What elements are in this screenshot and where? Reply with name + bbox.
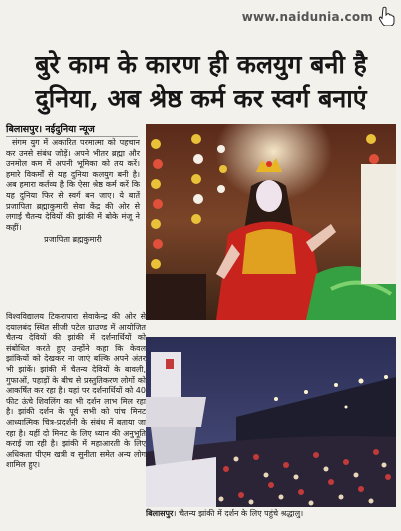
dateline: बिलासपुर। नईदुनिया न्यूज (6, 122, 138, 137)
article-column-2: विश्वविद्यालय टिकरापारा सेवाकेन्द्र की ओर से दयालबंद स्थित सीजी पटेल ग्राउण्ड में आयोजित चैतन्य देवियों की झांकी में दर्शनार्थियों को संबोधित करते हुए उन्होंने कहा कि केवल झांकियों को देखकर ना जाएं बल्कि अपने अंतर भी झांकें। झांकी में चैतन्य देवियों के बावली, गुफाओं, पहाड़ों के बीच से प्रस्तुतिकरण लोगों को आकर्षित कर रहा है। यहां पर दर्शनार्थियों को 40 फीट ऊंचे शिवलिंग का भी दर्शन लाभ मिल रहा है। झांकी दर्शन के पूर्व सभी को पांच मिनट आध्यात्मिक चित्र-प्रदर्शनी के संबंध में बताया जा रहा है। यहीं दो मिनट के लिए ध्यान की अनुभूति कराई जा रही है। झांकी में महाआरती के लिए अधिकता पीएम खत्री व सुनीता समेत अन्य लोग शामिल हुए। (6, 312, 146, 470)
headline-line-2: दुनिया, अब श्रेष्ठ कर्म कर स्वर्ग बनाएं (35, 84, 367, 113)
site-header (0, 0, 401, 42)
hand-pointer-icon (377, 6, 395, 26)
caption-text: । चैतन्य झांकी में दर्शन के लिए पहुंचे श्रद्धालु। (173, 509, 304, 518)
goddess-tableau-photo (146, 124, 396, 320)
article-subhead: प्रजापिता ब्रह्मकुमारी (44, 235, 102, 245)
photo-caption (146, 508, 396, 519)
article-column-1 (6, 138, 140, 248)
article-paragraph: संगम युग में अकारित परमात्मा को पहचान कर उनसे संबंध जोड़ें। अपने भीतर ब्रह्मा और उनमोल कम में अपनी भूमिका को तय करें। हमारे विकर्मों से यह दुनिया कलयुग बनी है। अब हमारा कर्तव्य है कि ऐसा श्रेष्ठ कर्म करें कि यह दुनिया फिर से स्वर्ग बन जाए। ये बातें प्रजापिता ब्रह्माकुमारी सेवा केंद्र की ओर से लगाई चैतन्य देवियों की झांकी में बोके मंजू ने कहीं। (6, 138, 140, 232)
caption-place: बिलासपुर (146, 509, 174, 518)
site-url[interactable]: www.naidunia.com (241, 10, 373, 24)
headline-line-1: बुरे काम के कारण ही कलयुग बनी है (35, 50, 367, 79)
crowd-night-photo (146, 337, 396, 507)
headline (6, 48, 396, 116)
